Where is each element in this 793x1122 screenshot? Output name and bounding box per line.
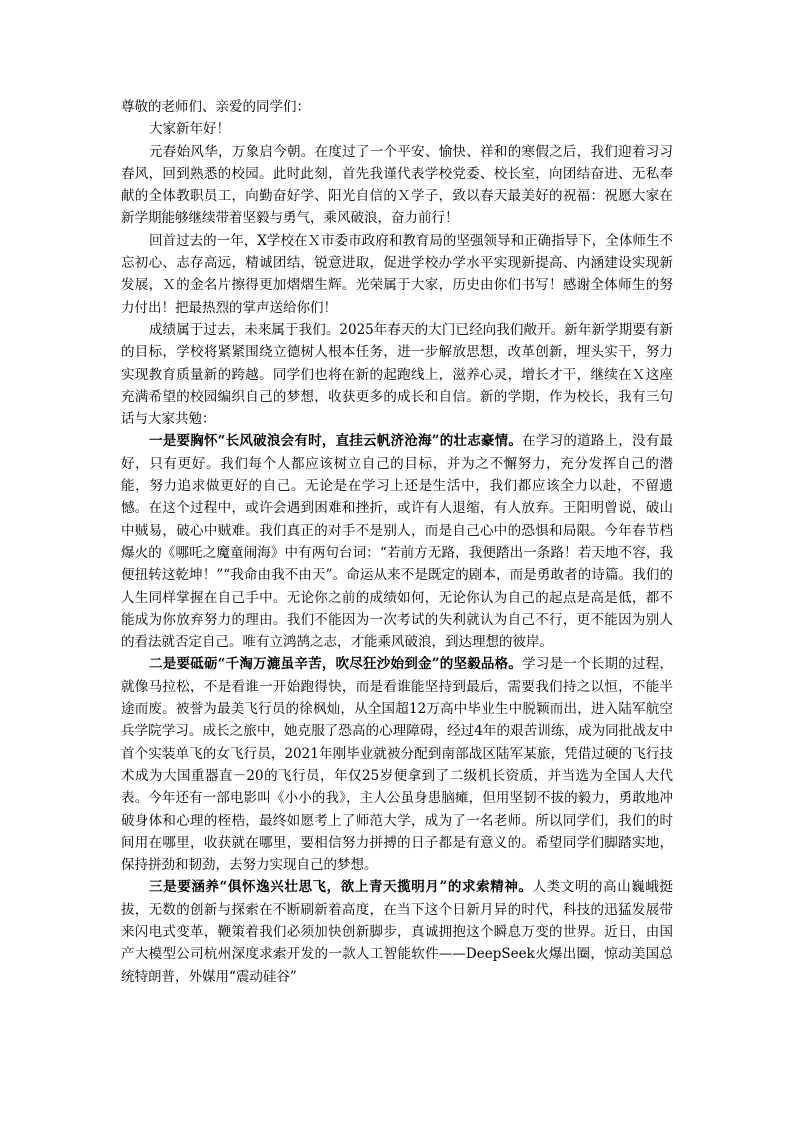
paragraph-review: 回首过去的一年，X学校在Ｘ市委市政府和教育局的坚强领导和正确指导下，全体师生不忘初心、志存高远，精诚团结，锐意进取，促进学校办学水平实现新提高、内涵建设实现新发展，Ｘ的金名片擦得更加熠熠生辉。光荣属于大家，历史由你们书写！感谢全体师生的努力付出！把最热烈的掌声送给你们！ — [121, 232, 673, 316]
paragraph-point-one — [121, 430, 673, 653]
point-two-text: 学习是一个长期的过程，就像马拉松，不是看谁一开始跑得快，而是看谁能坚持到最后，需要我们持之以恒，不能半途而废。被誉为最美飞行员的徐枫灿，从全国超12万高中毕业生中脱颖而出，进入陆军航空兵学院学习。成长之旅中，她克服了恐高的心理障碍，经过4年的艰苦训练，成为同批战友中首个实装单飞的女飞行员，2021年刚毕业就被分配到南部战区陆军某旅，凭借过硬的飞行技术成为大国重器直－20的飞行员，年仅25岁便拿到了二级机长资质，并当选为全国人大代表。今年还有一部电影叫《小小的我》，主人公虽身患脑瘫，但用坚韧不拔的毅力，勇敢地冲破身体和心理的桎梏，最终如愿考上了师范大学，成为了一名老师。所以同学们，我们的时间用在哪里，收获就在哪里，要相信努力拼搏的日子都是有意义的。希望同学们脚踏实地，保持拼劲和韧劲，去努力实现自己的梦想。 — [121, 656, 674, 874]
point-one-heading: 一是要胸怀“长风破浪会有时，直挂云帆济沧海”的壮志豪情。 — [149, 433, 523, 450]
point-three-text: 人类文明的高山巍峨挺拔，无数的创新与探索在不断刷新着高度，在当下这个日新月异的时代，科技的迅猛发展带来闪电式变革，鞭策着我们必须加快创新脚步，真诚拥抱这个瞬息万变的世界。近日，由国产大模型公司杭州深度求索开发的一款人工智能软件——DeepSeek火爆出圈，惊动美国总统特朗普，外媒用“震动硅谷” — [121, 879, 674, 985]
paragraph-point-three — [121, 876, 673, 987]
greeting: 大家新年好！ — [149, 121, 230, 138]
point-one-text: 在学习的道路上，没有最好，只有更好。我们每个人都应该树立自己的目标，并为之不懈努力，充分发挥自己的潜能，努力追求做更好的自己。无论是在学习上还是生活中，我们都应该全力以赴，不留遗憾。在这个过程中，或许会遇到困难和挫折，或许有人退缩，有人放弃。王阳明曾说，破山中贼易，破心中贼难。我们真正的对手不是别人，而是自己心中的恐惧和局限。今年春节档爆火的《哪吒之魔童闹海》中有两句台词：“若前方无路，我便踏出一条路！若天地不容，我便扭转这乾坤！”“我命由我不由天”。命运从来不是既定的剧本，而是勇敢者的诗篇。我们的人生同样掌握在自己手中。无论你之前的成绩如何，无论你认为自己的起点是高是低，都不能成为你放弃努力的理由。我们不能因为一次考试的失利就认为自己不行，更不能因为别人的看法就否定自己。唯有立鸿鹄之志，才能乘风破浪，到达理想的彼岸。 — [121, 433, 674, 651]
point-three-heading: 三是要涵养“俱怀逸兴壮思飞，欲上青天揽明月”的求索精神。 — [149, 879, 533, 896]
document-body — [121, 96, 673, 988]
paragraph-opening: 元春始风华，万象启今朝。在度过了一个平安、愉快、祥和的寒假之后，我们迎着习习春风，回到熟悉的校园。此时此刻，首先我谨代表学校党委、校长室，向团结奋进、无私奉献的全体教职员工，向勤奋好学、阳光自信的Ｘ学子，致以春天最美好的祝福：祝愿大家在新学期能够继续带着坚毅与勇气，乘风破浪，奋力前行！ — [121, 143, 673, 227]
salutation: 尊敬的老师们、亲爱的同学们： — [121, 99, 310, 115]
paragraph-point-two — [121, 653, 673, 876]
point-two-heading: 二是要砥砺“千淘万漉虽辛苦，吹尽狂沙始到金”的坚毅品格。 — [149, 656, 523, 673]
paragraph-future: 成绩属于过去，未来属于我们。2025年春天的大门已经向我们敞开。新年新学期要有新的目标，学校将紧紧围绕立德树人根本任务，进一步解放思想，改革创新，埋头实干，努力实现教育质量新的跨越。同学们也将在新的起跑线上，滋养心灵，增长才干，继续在Ｘ这座充满希望的校园编织自己的梦想，收获更多的成长和自信。新的学期，作为校长，我有三句话与大家共勉： — [121, 321, 673, 428]
